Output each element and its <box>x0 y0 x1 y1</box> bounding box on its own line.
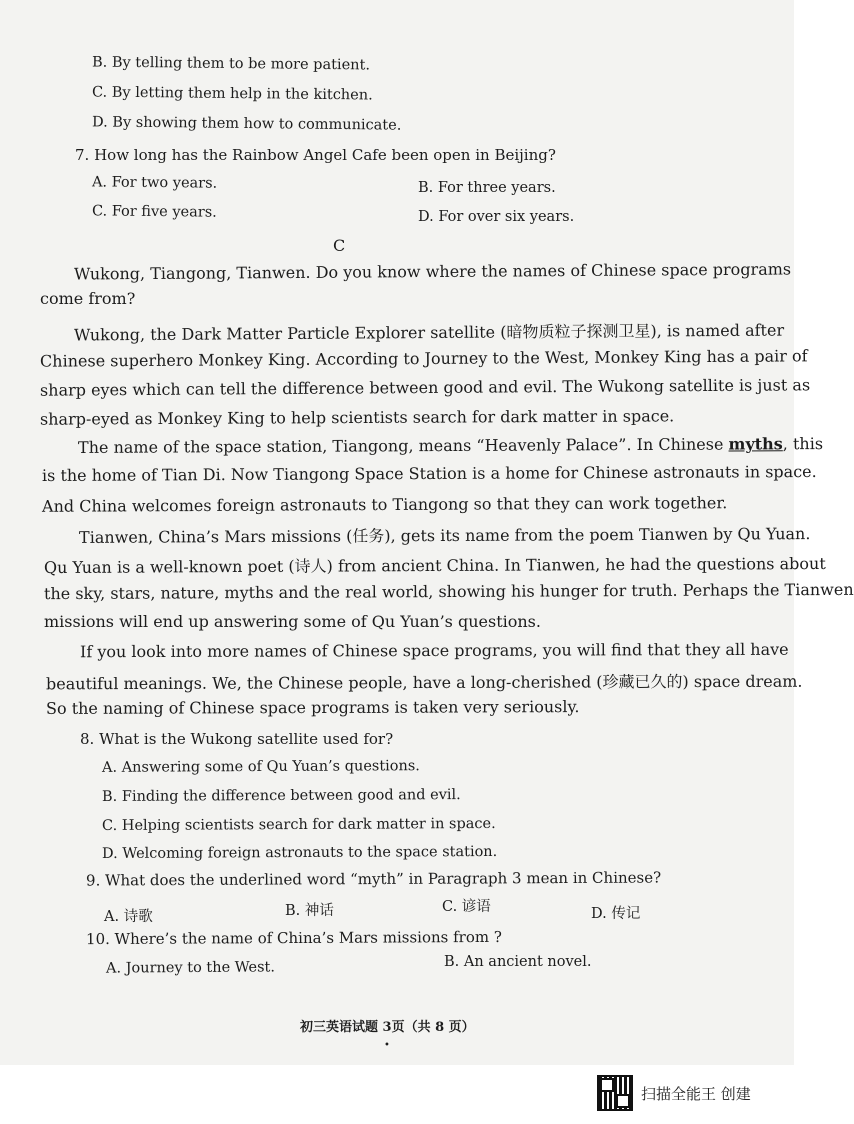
passage-line: Tianwen, China’s Mars missions (任务), gets its name from the poem Tianwen by Qu Yuan. <box>78 524 811 547</box>
q9-option-c: C. 谚语 <box>442 899 491 915</box>
q9-stem: 9. What does the underlined word “myth” in Paragraph 3 mean in Chinese? <box>85 868 662 890</box>
passage-text: , this <box>782 434 824 454</box>
passage-line: Qu Yuan is a well-known poet (诗人) from ancient China. In Tianwen, he had the questions about <box>43 553 826 578</box>
passage-line: beautiful meanings. We, the Chinese people, have a long-cherished (珍藏已久的) space dream. <box>45 671 803 694</box>
q8-option-a: A. Answering some of Qu Yuan’s questions. <box>101 758 420 776</box>
passage-text: The name of the space station, Tiangong, means “Heavenly Palace”. In Chinese <box>77 434 729 457</box>
q10-option-a: A. Journey to the West. <box>105 959 275 977</box>
q9-option-b: B. 神话 <box>285 903 334 919</box>
passage-line: And China welcomes foreign astronauts to Tiangong so that they can work together. <box>41 493 728 516</box>
passage-line-with-underline <box>78 434 823 457</box>
q7-option-c: C. For five years. <box>91 203 217 221</box>
passage-line: the sky, stars, nature, myths and the real world, showing his hunger for truth. Perhaps the Tianwen <box>43 579 854 604</box>
passage-line: Chinese superhero Monkey King. According to Journey to the West, Monkey King has a pair of <box>39 346 808 371</box>
passage-line: Wukong, the Dark Matter Particle Explorer satellite (暗物质粒子探测卫星), is named after <box>73 320 785 345</box>
passage-line: sharp eyes which can tell the difference between good and evil. The Wukong satellite is just as <box>39 375 811 400</box>
q10-stem: 10. Where’s the name of China’s Mars missions from ? <box>85 927 502 949</box>
q8-option-b: B. Finding the difference between good and evil. <box>101 787 461 805</box>
q6-option-d: D. By showing them how to communicate. <box>91 114 402 134</box>
qr-code-icon <box>597 1075 633 1111</box>
q6-option-b: B. By telling them to be more patient. <box>91 54 371 74</box>
q7-option-d: D. For over six years. <box>418 209 575 225</box>
passage-line: Wukong, Tiangong, Tianwen. Do you know where the names of Chinese space programs <box>73 259 792 284</box>
passage-line: is the home of Tian Di. Now Tiangong Space Station is a home for Chinese astronauts in space. <box>41 461 817 486</box>
q9-option-a: A. 诗歌 <box>104 909 153 925</box>
q8-option-c: C. Helping scientists search for dark matter in space. <box>101 815 496 835</box>
q9-option-d: D. 传记 <box>591 906 641 922</box>
passage-line: If you look into more names of Chinese space programs, you will find that they all have <box>79 639 789 662</box>
underlined-word-myths: myths <box>728 434 783 454</box>
q8-stem: 8. What is the Wukong satellite used for? <box>80 730 394 748</box>
q7-option-a: A. For two years. <box>91 174 218 192</box>
passage-line: sharp-eyed as Monkey King to help scientists search for dark matter in space. <box>39 406 675 429</box>
page-mark: • <box>384 1040 390 1051</box>
q8-option-d: D. Welcoming foreign astronauts to the space station. <box>101 843 498 863</box>
passage-line: So the naming of Chinese space programs is taken very seriously. <box>45 697 580 718</box>
page-footer: 初三英语试题 3页（共 8 页） <box>300 1020 475 1035</box>
scanner-watermark-label: 扫描全能王 创建 <box>641 1085 751 1103</box>
q7-stem: 7. How long has the Rainbow Angel Cafe been open in Beijing? <box>75 146 556 164</box>
q10-option-b: B. An ancient novel. <box>444 954 592 970</box>
q7-option-b: B. For three years. <box>418 180 556 196</box>
section-heading: C <box>333 236 346 255</box>
q6-option-c: C. By letting them help in the kitchen. <box>91 84 373 104</box>
passage-line: come from? <box>40 289 136 308</box>
passage-line: missions will end up answering some of Qu Yuan’s questions. <box>44 612 541 631</box>
